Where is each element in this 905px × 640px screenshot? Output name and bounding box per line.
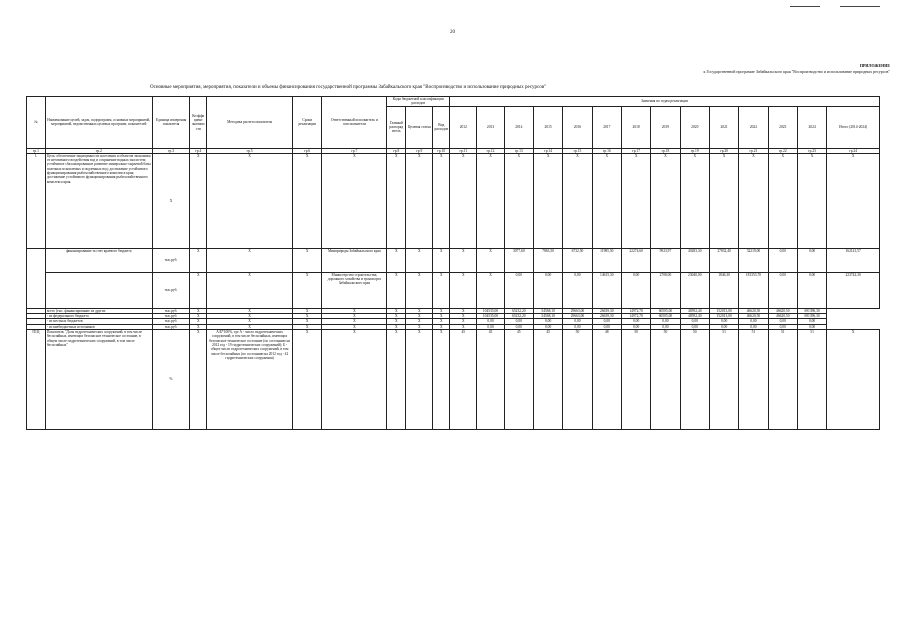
col-num: гр.5: [207, 148, 293, 153]
summary-value: 0,00: [504, 324, 533, 329]
summary-value: X: [387, 314, 406, 319]
summary-value: 54568,10: [533, 308, 562, 313]
fin-code: X: [387, 248, 406, 272]
goal-cell: X: [827, 153, 880, 248]
fin-row: [27, 272, 880, 308]
header-total: Итого (2014-2024): [827, 106, 880, 148]
summary-value: X: [322, 324, 387, 329]
header-year: 2013: [477, 106, 504, 148]
col-num: гр.19: [680, 148, 709, 153]
summary-value: 26639,30: [592, 308, 621, 313]
fin-value: 181353,70: [739, 272, 768, 308]
indicator-num: П1Ц: [27, 330, 46, 430]
goal-cell: X: [709, 153, 738, 248]
fin-value: X: [477, 272, 504, 308]
indicator-value: 51: [709, 330, 738, 430]
col-num: гр.15: [563, 148, 592, 153]
summary-value: 0,00: [680, 319, 709, 324]
summary-unit: тыс.руб.: [152, 324, 190, 329]
indicator-text: Показатель "Доля гидротехнических сооружений, в том числе бесхозяйных, имеющих безопасное техническое состояние, в общем числе гидротехнических сооружений, в том числе бесхозяйных": [45, 330, 152, 430]
fin-value: 2708,00: [651, 272, 680, 308]
col-num: гр.7: [322, 148, 387, 153]
col-num: гр.9: [406, 148, 433, 153]
indicator-code: X: [433, 330, 450, 430]
fin-value: 23040,00: [680, 272, 709, 308]
fin-value: 0,00: [797, 272, 826, 308]
indicator-value: 51: [739, 330, 768, 430]
goal-cell: X: [739, 153, 768, 248]
summary-value: X: [406, 319, 433, 324]
fin-coef: X: [190, 272, 207, 308]
fin-value: 40283,30: [680, 248, 709, 272]
summary-label: - из федерального бюджета: [45, 314, 152, 319]
fin-executor: Минприроды Забайкальского края: [322, 248, 387, 272]
header-year: 2012: [450, 106, 477, 148]
summary-value: 0,00: [477, 324, 504, 329]
fin-code: X: [406, 272, 433, 308]
fin-value: 0,00: [504, 272, 533, 308]
appendix-heading: [390, 63, 890, 75]
summary-value: X: [293, 324, 322, 329]
fin-value: 6732,50: [563, 248, 592, 272]
summary-value: X: [190, 319, 207, 324]
summary-value: 60505,00: [651, 308, 680, 313]
header-budget-group: Коды бюджетной классификации расходов: [387, 97, 450, 107]
fin-coef: X: [190, 248, 207, 272]
summary-value: X: [207, 319, 293, 324]
indicator-value: 50: [680, 330, 709, 430]
fin-label: финансирование за счет краевого бюджета: [45, 248, 152, 272]
header-coef: Коэффициент значимости: [190, 97, 207, 149]
goal-cell: X: [592, 153, 621, 248]
col-num: гр.6: [293, 148, 322, 153]
summary-value: 0,00: [533, 324, 562, 329]
fin-value: X: [450, 248, 477, 272]
summary-value: 0,00: [797, 319, 826, 324]
page-number: 20: [450, 30, 455, 35]
goal-cell: X: [387, 153, 406, 248]
goal-cell: X: [207, 153, 293, 248]
fin-value: 9923,97: [651, 248, 680, 272]
fin-value: 32219,00: [739, 248, 768, 272]
fin-value: 0,00: [621, 272, 650, 308]
indicator-value: 51: [797, 330, 826, 430]
table-title: Основные мероприятия, мероприятия, показатели и объемы финансирования государственной программы Забайкальского края "Воспроизводство и использование природных ресурсов": [150, 85, 547, 90]
fin-code: X: [387, 272, 406, 308]
header-name: Наименование целей, задач, подпрограмм, основных мероприятий, мероприятий, ведомственных целевых программ, показателей: [45, 97, 152, 149]
indicator-value: X: [827, 330, 880, 430]
fin-value: 7863,50: [533, 248, 562, 272]
fin-value: 0,00: [768, 248, 797, 272]
indicator-value: 50: [651, 330, 680, 430]
col-num: гр.17: [621, 148, 650, 153]
indicator-value: 50: [621, 330, 650, 430]
summary-value: 0,00: [563, 324, 592, 329]
header-unit: Единица измерения показателя: [152, 97, 190, 149]
header-year: 2024: [797, 106, 826, 148]
header-num: №: [27, 97, 46, 149]
summary-value: X: [293, 319, 322, 324]
summary-value: X: [190, 308, 207, 313]
summary-value: 54568,10: [533, 314, 562, 319]
fin-term: X: [293, 248, 322, 272]
summary-value: 152013,00: [709, 314, 738, 319]
summary-value: 48592,40: [680, 308, 709, 313]
summary-value: X: [190, 324, 207, 329]
fin-code: X: [406, 248, 433, 272]
summary-value: 0,00: [768, 319, 797, 324]
fin-value: X: [477, 248, 504, 272]
fin-value: 27832,40: [709, 248, 738, 272]
goal-cell: X: [533, 153, 562, 248]
fin-code: X: [433, 248, 450, 272]
summary-value: 0,00: [621, 324, 650, 329]
header-year: 2018: [621, 106, 650, 148]
summary-value: X: [433, 314, 450, 319]
goal-cell: X: [563, 153, 592, 248]
scan-mark: [790, 6, 820, 7]
summary-value: X: [406, 314, 433, 319]
header-method: Методика расчета показателя: [207, 97, 293, 149]
program-table: [26, 96, 880, 430]
summary-value: 691396,30: [797, 314, 826, 319]
goal-cell: X: [433, 153, 450, 248]
summary-value: 0,00: [680, 324, 709, 329]
header-executor: Ответственный исполнитель и соисполнители: [322, 97, 387, 149]
goal-row: [27, 153, 880, 248]
summary-value: X: [450, 319, 477, 324]
summary-value: 14972,70: [621, 314, 650, 319]
summary-value: X: [406, 308, 433, 313]
header-year: 2019: [651, 106, 680, 148]
summary-value: 46620,50: [768, 308, 797, 313]
summary-value: 65232,20: [504, 308, 533, 313]
indicator-value: 51: [768, 330, 797, 430]
fin-unit: тыс.руб.: [152, 272, 190, 308]
goal-cell: X: [322, 153, 387, 248]
goal-cell: X: [651, 153, 680, 248]
summary-value: X: [406, 324, 433, 329]
goal-cell: X: [797, 153, 826, 248]
goal-cell: X: [293, 153, 322, 248]
summary-value: 14972,70: [621, 308, 650, 313]
fin-num-cell: [27, 248, 46, 308]
header-years-group: Значения по годам реализации: [450, 97, 880, 107]
summary-value: 104535,00: [477, 314, 504, 319]
summary-value: 0,00: [739, 324, 768, 329]
col-num: гр.23: [797, 148, 826, 153]
summary-unit: тыс.руб.: [152, 314, 190, 319]
summary-value: 0,00: [768, 324, 797, 329]
summary-value: 46620,50: [739, 314, 768, 319]
summary-value: X: [207, 314, 293, 319]
fin-row: [27, 248, 880, 272]
col-num: гр.1: [27, 148, 46, 153]
summary-value: X: [433, 308, 450, 313]
summary-value: 0,00: [651, 319, 680, 324]
fin-value: 223742,30: [827, 272, 880, 308]
goal-cell: X: [680, 153, 709, 248]
goal-unit: X: [152, 153, 190, 248]
summary-value: X: [433, 319, 450, 324]
summary-value: 0,00: [592, 319, 621, 324]
summary-value: X: [387, 319, 406, 324]
summary-label: всего (тыс. финансирование из других: [45, 308, 152, 313]
col-num: гр.2: [45, 148, 152, 153]
indicator-code: X: [406, 330, 433, 430]
header-year: 2023: [768, 106, 797, 148]
summary-value: X: [322, 308, 387, 313]
fin-value: X: [450, 272, 477, 308]
col-num: гр.20: [709, 148, 738, 153]
summary-value: 152013,00: [709, 308, 738, 313]
summary-value: 26639,30: [592, 314, 621, 319]
summary-value: 0,00: [739, 319, 768, 324]
fin-method: X: [207, 248, 293, 272]
col-num: гр.21: [739, 148, 768, 153]
header-year: 2016: [563, 106, 592, 148]
summary-value: 0,00: [533, 319, 562, 324]
goal-cell: X: [406, 153, 433, 248]
summary-unit: тыс.руб.: [152, 308, 190, 313]
summary-value: 0,00: [651, 324, 680, 329]
summary-label: - из внебюджетных источников: [45, 324, 152, 329]
summary-value: 0,00: [709, 324, 738, 329]
fin-value: 3077,60: [504, 248, 533, 272]
summary-value: X: [293, 314, 322, 319]
fin-value: 1846,30: [709, 272, 738, 308]
fin-value: 0,00: [533, 272, 562, 308]
summary-value: X: [450, 308, 477, 313]
header-budget-main: Главный распорядитель: [387, 106, 406, 148]
appendix-label: ПРИЛОЖЕНИЕ: [859, 63, 890, 68]
goal-cell: X: [477, 153, 504, 248]
indicator-coef: X: [190, 330, 207, 430]
goal-cell: X: [621, 153, 650, 248]
summary-value: 65232,20: [504, 314, 533, 319]
scan-mark: [840, 6, 880, 7]
summary-value: X: [190, 314, 207, 319]
col-num: гр.16: [592, 148, 621, 153]
summary-value: 46620,50: [768, 314, 797, 319]
goal-text: Цель: обеспечение защищенности населения и объектов экономики от негативного воздействия вод и сохранение водных экосистем; устойчивое сбалансированное развитие минерально-сырьевой базы полезных ископаемых и подземных вод; достижение устойчивого функционирования рыбохозяйственного комплекса края; достижение устойчивого функционирования рыбохозяйственного комплекса края.: [45, 153, 152, 248]
col-num: гр.22: [768, 148, 797, 153]
summary-value: X: [322, 314, 387, 319]
col-num: гр.10: [433, 148, 450, 153]
summary-value: X: [207, 324, 293, 329]
indicator-value: 45: [450, 330, 477, 430]
summary-value: X: [293, 308, 322, 313]
indicator-method: A/Б*100%, где А - число гидротехнических сооружений, в том числе бесхозяйных, имеющих безопасное техническое состояние (по состоянию на 2012 год - 19 гидротехнических сооружений); Б - общее число гидротехнических сооружений, в том числе бесхозяйных (по состоянию на 2012 год - 42 гидротехнических сооружения): [207, 330, 293, 430]
summary-value: 104535,00: [477, 308, 504, 313]
fin-value: 162141,57: [827, 248, 880, 272]
fin-executor: Министерство строительства, дорожного хозяйства и транспорта Забайкальского края: [322, 272, 387, 308]
fin-term: X: [293, 272, 322, 308]
goal-cell: X: [450, 153, 477, 248]
header-term: Сроки реализации: [293, 97, 322, 149]
col-num: гр.11: [450, 148, 477, 153]
header-year: 2014: [504, 106, 533, 148]
summary-value: X: [387, 308, 406, 313]
col-num: гр.13: [504, 148, 533, 153]
col-num: гр.8: [387, 148, 406, 153]
summary-value: 0,00: [504, 319, 533, 324]
goal-cell: X: [768, 153, 797, 248]
col-num: гр.12: [477, 148, 504, 153]
summary-value: 48592,40: [680, 314, 709, 319]
indicator-value: 45: [477, 330, 504, 430]
fin-value: 14615,30: [592, 272, 621, 308]
header-year: 2015: [533, 106, 562, 148]
goal-cell: X: [190, 153, 207, 248]
fin-value: 11985,50: [592, 248, 621, 272]
fin-unit: тыс.руб.: [152, 248, 190, 272]
indicator-value: 50: [563, 330, 592, 430]
fin-value: 22274,60: [621, 248, 650, 272]
summary-value: X: [433, 324, 450, 329]
fin-value: 0,00: [563, 272, 592, 308]
col-num: гр.14: [533, 148, 562, 153]
summary-value: 0,00: [709, 319, 738, 324]
summary-value: 0,00: [592, 324, 621, 329]
fin-value: 0,00: [797, 248, 826, 272]
indicator-value: 48: [592, 330, 621, 430]
summary-value: X: [450, 314, 477, 319]
col-num: гр.24: [827, 148, 880, 153]
col-num: гр.4: [190, 148, 207, 153]
summary-value: 0,00: [797, 324, 826, 329]
goal-num: 1.: [27, 153, 46, 248]
header-year: 2021: [709, 106, 738, 148]
goal-cell: X: [504, 153, 533, 248]
summary-value: 0,00: [477, 319, 504, 324]
header-budget-kind: Вид расходов: [433, 106, 450, 148]
summary-value: X: [207, 308, 293, 313]
appendix-text: к Государственной программе Забайкальского края "Воспроизводство и использование природных ресурсов": [703, 69, 890, 74]
fin-value: 0,00: [768, 272, 797, 308]
summary-unit: тыс.руб.: [152, 319, 190, 324]
col-num: гр.3: [152, 148, 190, 153]
indicator-value: 45: [504, 330, 533, 430]
col-num: гр.18: [651, 148, 680, 153]
summary-value: 60505,00: [651, 314, 680, 319]
header-year: 2022: [739, 106, 768, 148]
summary-value: 29663,00: [563, 308, 592, 313]
header-budget-item: Целевая статья: [406, 106, 433, 148]
summary-value: X: [387, 324, 406, 329]
indicator-value: 45: [533, 330, 562, 430]
fin-label: [45, 272, 152, 308]
header-year: 2017: [592, 106, 621, 148]
summary-label: - из местных бюджетов: [45, 319, 152, 324]
fin-method: X: [207, 272, 293, 308]
summary-value: 46620,50: [739, 308, 768, 313]
summary-value: 691396,30: [797, 308, 826, 313]
indicator-code: X: [387, 330, 406, 430]
indicator-term: X: [293, 330, 322, 430]
header-year: 2020: [680, 106, 709, 148]
summary-value: 0,00: [621, 319, 650, 324]
indicator-executor: X: [322, 330, 387, 430]
summary-value: X: [322, 319, 387, 324]
indicator-row: [27, 330, 880, 430]
fin-code: X: [433, 272, 450, 308]
summary-value: 0,00: [563, 319, 592, 324]
indicator-unit: %: [152, 330, 190, 430]
summary-value: X: [450, 324, 477, 329]
summary-value: 29663,00: [563, 314, 592, 319]
